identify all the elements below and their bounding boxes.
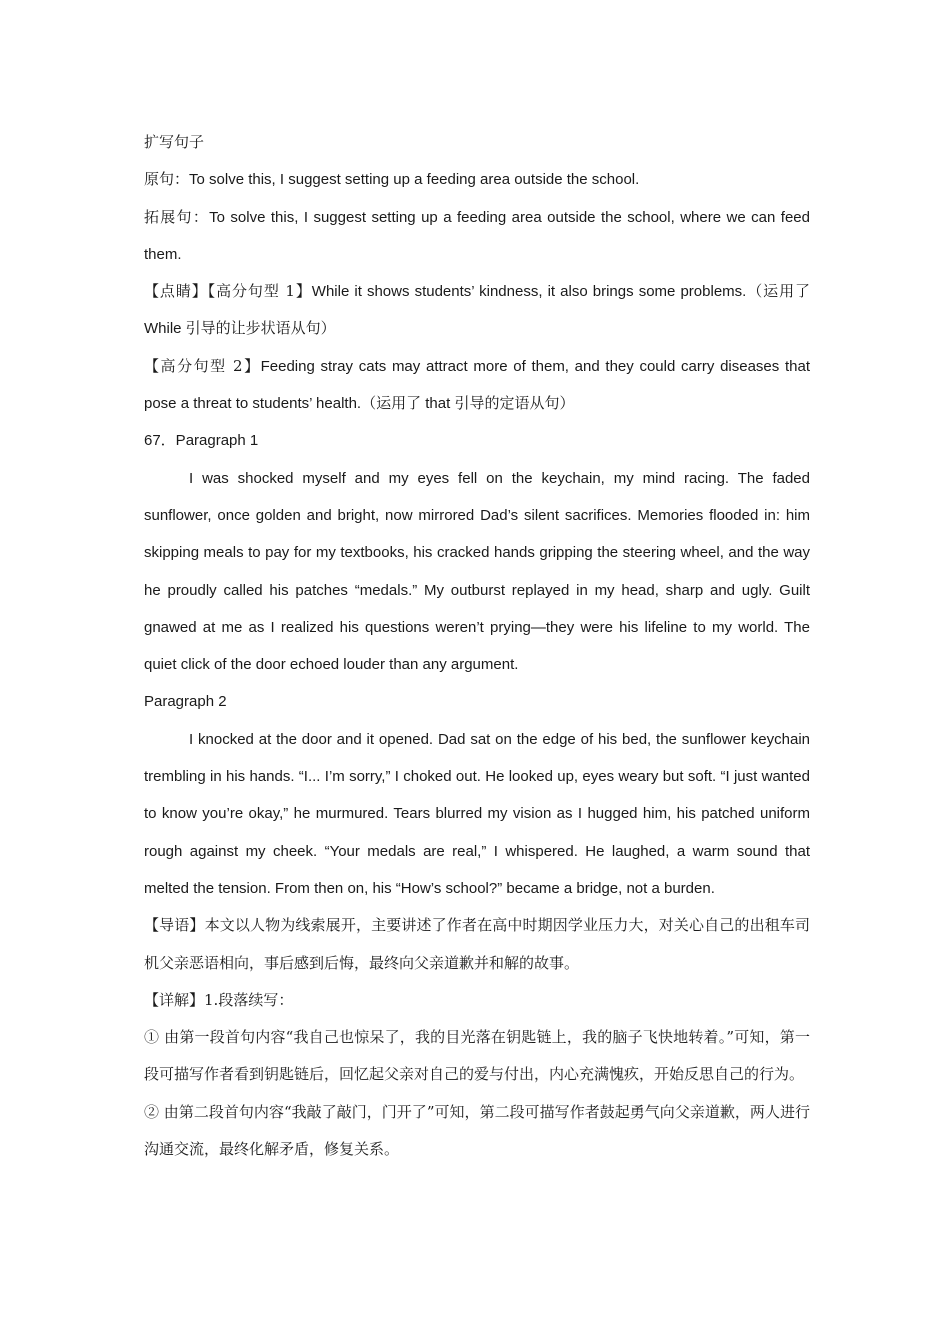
detail-point-2: ② 由第二段首句内容“我敲了敲门，门开了”可知，第二段可描写作者鼓起勇气向父亲道歉，两人进行沟通交流，最终化解矛盾，修复关系。 bbox=[144, 1102, 810, 1159]
document-content bbox=[144, 124, 810, 1168]
note2-text: Feeding stray cats may attract more of them, and they could carry diseases that pose a threat to students’ health.（运用了 that 引导的定语从句） bbox=[144, 357, 810, 413]
original-text: To solve this, I suggest setting up a feeding area outside the school. bbox=[189, 171, 640, 189]
original-label: 原句： bbox=[144, 170, 190, 189]
intro-tag: 【导语】 bbox=[144, 916, 205, 935]
paragraph-2-body: I knocked at the door and it opened. Dad sat on the edge of his bed, the sunflower keychain trembling in his hands. “I... I’m sorry,” I choked out. He looked up, eyes weary but soft. “I just wanted to know you’re okay,” he murmured. Tears blurred my vision as I hugged him, his patched uniform rough against my cheek. “Your medals are real,” I whispered. He laughed, a warm sound that melted the tension. From then on, his “How’s school?” became a bridge, not a burden. bbox=[144, 730, 810, 897]
expand-heading: 扩写句子 bbox=[144, 133, 205, 151]
note2-tag: 【高分句型 2】 bbox=[144, 356, 261, 375]
note1-text: While it shows students’ kindness, it also brings some problems.（运用了 While 引导的让步状语从句） bbox=[144, 283, 810, 338]
detail-point-1: ① 由第一段首句内容“我自己也惊呆了，我的目光落在钥匙链上，我的脑子飞快地转着。”可知，第一段可描写作者看到钥匙链后，回忆起父亲对自己的爱与付出，内心充满愧疚，开始反思自己的行为。 bbox=[144, 1028, 810, 1084]
detail-heading bbox=[144, 982, 810, 1019]
original-sentence bbox=[144, 161, 810, 198]
expanded-sentence bbox=[144, 199, 810, 274]
note-sentence-pattern-1 bbox=[144, 273, 810, 348]
detail-text: 1.段落续写： bbox=[204, 990, 294, 1009]
note1-tag: 【点睛】【高分句型 1】 bbox=[144, 282, 312, 301]
detail-tag: 【详解】 bbox=[144, 990, 205, 1009]
intro-text: 本文以人物为线索展开，主要讲述了作者在高中时期因学业压力大，对关心自己的出租车司机父亲恶语相向，事后感到后悔，最终向父亲道歉并和解的故事。 bbox=[144, 916, 810, 972]
note-sentence-pattern-2 bbox=[144, 348, 810, 423]
paragraph-2-heading: Paragraph 2 bbox=[144, 693, 227, 711]
paragraph-1-body: I was shocked myself and my eyes fell on the keychain, my mind racing. The faded sunflower, once golden and bright, now mirrored Dad’s silent sacrifices. Memories flooded in: him skipping meals to pay for my textbooks, his cracked hands gripping the steering wheel, and the way he proudly called his patches “medals.” My outburst replayed in my head, sharp and ugly. Guilt gnawed at me as I realized his questions weren’t prying—they were his lifeline to my world. The quiet click of the door echoed louder than any argument. bbox=[144, 469, 810, 674]
expanded-text: To solve this, I suggest setting up a feeding area outside the school, where we can feed them. bbox=[144, 208, 810, 263]
intro-note bbox=[144, 907, 810, 982]
expanded-label: 拓展句： bbox=[144, 207, 210, 226]
question-67-heading: 67．Paragraph 1 bbox=[144, 432, 259, 450]
